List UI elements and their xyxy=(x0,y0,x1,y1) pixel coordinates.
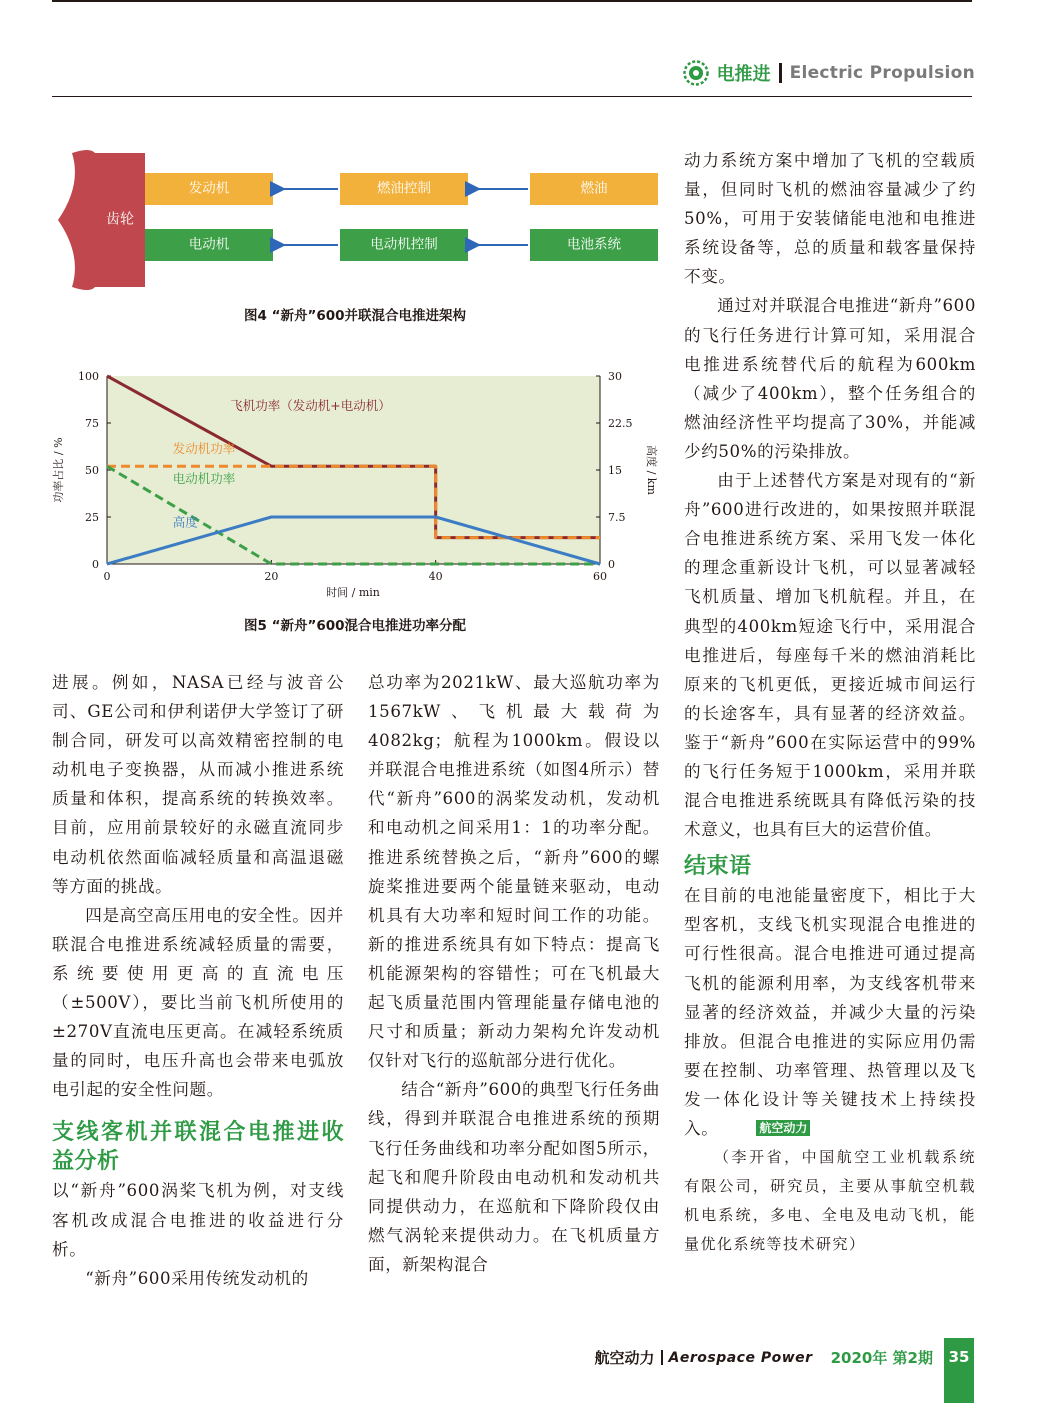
fuel-label: 燃油 xyxy=(580,180,608,196)
conclusion-text: 在目前的电池能量密度下，相比于大型客机，支线飞机实现混合电推进的可行性很高。混合电推进可通过提高飞机的能源利用率，为支线客机带来显著的经济效益，并减少大量的污染排放。但混合电推进的实际应用仍需要在控制、功率管理、热管理以及飞发一体化设计等关键技术上持续投入。 xyxy=(684,886,976,1138)
author-bio: （李开省，中国航空工业机载系统有限公司，研究员，主要从事航空机载机电系统，多电、全电及电动飞机，能量优化系统等技术研究） xyxy=(684,1148,976,1254)
running-header xyxy=(683,60,975,86)
footer-journal-en: Aerospace Power xyxy=(668,1349,813,1366)
y-tick-label: 0 xyxy=(92,558,99,571)
y2-tick-label: 30 xyxy=(608,370,622,383)
y2-axis-title: 高度 / km xyxy=(645,445,658,495)
series-label-3: 高度 xyxy=(172,514,198,530)
y-tick-label: 100 xyxy=(78,370,99,383)
x-axis-title: 时间 / min xyxy=(326,586,380,599)
col1-paragraph-2: 四是高空高压用电的安全性。因并联混合电推进系统减轻质量的需要，系统要使用更高的直流电压（±500V），要比当前飞机所使用的±270V直流电压更高。在减轻系统质量的同时，电压升高也会带来电弧放电引起的安全性问题。 xyxy=(52,905,344,1100)
footer-journal-cn: 航空动力 xyxy=(594,1349,655,1367)
footer-issue: 2020年 第2期 xyxy=(830,1349,933,1367)
battery-label: 电池系统 xyxy=(567,236,621,252)
figure4-caption: 图4 “新舟”600并联混合电推进架构 xyxy=(243,308,467,324)
gear-label: 齿轮 xyxy=(106,210,134,227)
series-label-1: 发动机功率 xyxy=(172,441,236,457)
header-section-cn: 电推进 xyxy=(716,64,771,85)
motor-label: 电动机 xyxy=(188,236,230,252)
y2-tick-label: 7.5 xyxy=(608,511,626,524)
text-column-1 xyxy=(52,668,344,1293)
top-rule xyxy=(52,0,972,2)
page-footer xyxy=(595,1347,933,1368)
page-number: 35 xyxy=(948,1348,970,1366)
green-gear-emblem-icon xyxy=(683,60,709,86)
col1-paragraph-1: 进展。例如，NASA已经与波音公司、GE公司和伊利诺伊大学签订了研制合同，研发可以高效精密控制的电动机电子变换器，从而减小推进系统质量和体积，提高系统的转换效率。目前，应用前景较好的永磁直流同步电动机依然面临减轻质量和高温退磁等方面的挑战。 xyxy=(52,673,344,896)
col3-paragraph-1: 动力系统方案中增加了飞机的空载质量，但同时飞机的燃油容量减少了约50%，可用于安装储能电池和电推进系统设备等，总的质量和载客量保持不变。 xyxy=(684,151,976,287)
col3-paragraph-2: 通过对并联混合电推进“新舟”600的飞行任务进行计算可知，采用混合电推进系统替代后的航程为600km（减少了400km），整个任务组合的燃油经济性平均提高了30%，并能减少约50%的污染排放。 xyxy=(684,296,976,461)
y-axis-title: 功率占比 / % xyxy=(52,437,65,503)
section-title-conclusion: 结束语 xyxy=(684,854,752,880)
journal-signature-badge: 航空动力 xyxy=(756,1120,810,1136)
fuel-control-label: 燃油控制 xyxy=(377,180,431,196)
x-tick-label: 40 xyxy=(428,570,443,583)
figure5-caption: 图5 “新舟”600混合电推进功率分配 xyxy=(243,618,467,634)
x-tick-label: 60 xyxy=(593,570,607,583)
y-tick-label: 25 xyxy=(85,511,99,524)
col2-paragraph-2: 结合“新舟”600的典型飞行任务曲线，得到并联混合电推进系统的预期飞行任务曲线和功率分配如图5所示，起飞和爬升阶段由电动机和发动机共同提供动力，在巡航和下降阶段仅由燃气涡轮来提供动力。在飞机质量方面，新架构混合 xyxy=(368,1080,660,1274)
header-separator xyxy=(779,63,782,83)
y2-tick-label: 22.5 xyxy=(608,417,633,430)
text-column-3 xyxy=(684,146,976,1259)
col1-paragraph-3: 以“新舟”600涡桨飞机为例，对支线客机改成混合电推进的收益进行分析。 xyxy=(52,1181,344,1259)
y2-tick-label: 15 xyxy=(608,464,622,477)
figure4-architecture-diagram xyxy=(50,145,660,295)
motor-control-label: 电动机控制 xyxy=(370,236,438,252)
series-label-2: 电动机功率 xyxy=(172,471,236,487)
y-tick-label: 75 xyxy=(85,417,99,430)
y2-tick-label: 0 xyxy=(608,558,615,571)
figure5-power-chart xyxy=(50,360,660,605)
header-section-en: Electric Propulsion xyxy=(789,63,975,83)
y-tick-label: 50 xyxy=(85,464,99,477)
series-label-0: 飞机功率（发动机+电动机） xyxy=(230,397,391,413)
x-tick-label: 0 xyxy=(103,570,111,583)
col3-paragraph-4 xyxy=(684,881,976,1143)
section-title-benefit-analysis: 支线客机并联混合电推进收益分析 xyxy=(52,1120,344,1175)
col2-paragraph-1: 总功率为2021kW、最大巡航功率为1567kW、飞机最大载荷为4082kg；航程为1000km。假设以并联混合电推进系统（如图4所示）替代“新舟”600的涡桨发动机，发动机和电动机之间采用1：1的功率分配。推进系统替换之后，“新舟”600的螺旋桨推进要两个能量链来驱动，电动机具有大功率和短时间工作的功能。新的推进系统具有如下特点：提高飞机能源架构的容错性；可在飞机最大起飞质量范围内管理能量存储电池的尺寸和质量；新动力架构允许发动机仅针对飞行的巡航部分进行优化。 xyxy=(368,673,660,1071)
footer-separator xyxy=(661,1350,663,1365)
header-rule xyxy=(52,96,972,97)
text-column-2 xyxy=(368,668,660,1279)
col3-paragraph-3: 由于上述替代方案是对现有的“新舟”600进行改进的，如果按照并联混合电推进系统方案、采用飞发一体化的理念重新设计飞机，可以显著减轻飞机质量、增加飞机航程。并且，在典型的400km短途飞行中，采用混合电推进后，每座每千米的燃油消耗比原来的飞机更低，更接近城市间运行的长途客车，具有显著的经济效益。鉴于“新舟”600在实际运营中的99%的飞行任务短于1000km，采用并联混合电推进系统既具有降低污染的技术意义，也具有巨大的运营价值。 xyxy=(684,471,976,840)
col1-paragraph-4: “新舟”600采用传统发动机的 xyxy=(85,1268,309,1288)
x-tick-label: 20 xyxy=(264,570,279,583)
engine-label: 发动机 xyxy=(188,180,230,196)
